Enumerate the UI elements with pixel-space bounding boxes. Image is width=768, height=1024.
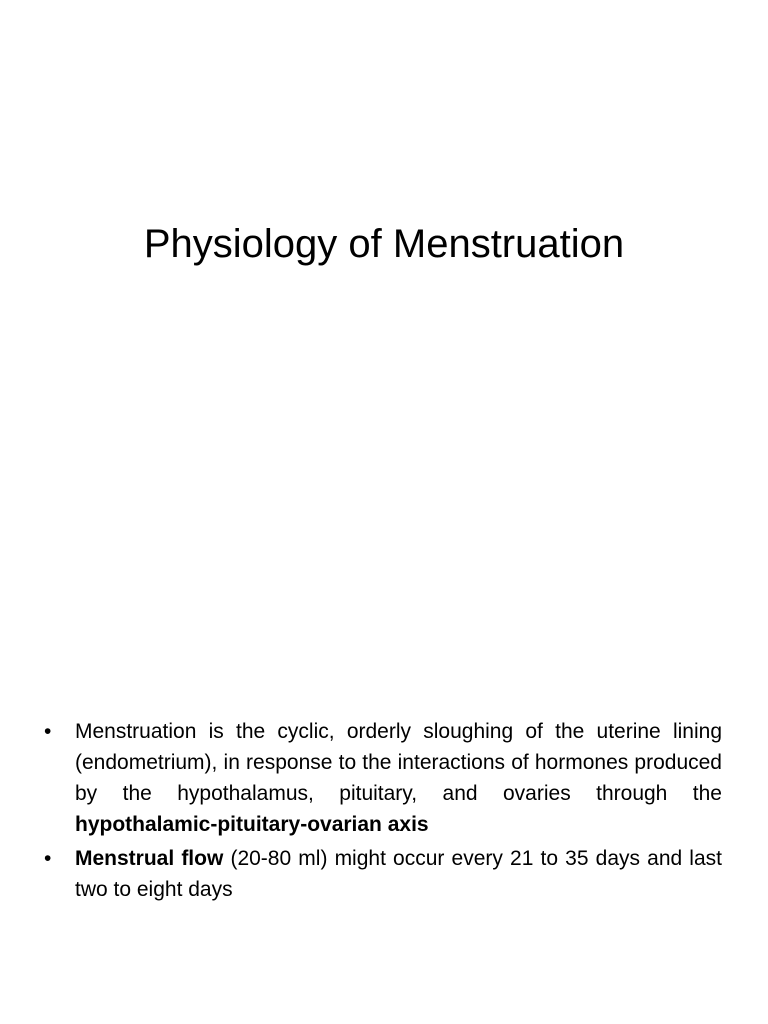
bullet-item-menstruation-definition (40, 716, 722, 840)
bullet-icon: • (44, 847, 52, 870)
bullet-list (40, 716, 722, 908)
slide-title: Physiology of Menstruation (143, 222, 625, 266)
bullet-icon: • (44, 720, 52, 743)
bullet-text: Menstruation is the cyclic, orderly sloughing of the uterine lining (endometrium), in response to the interactions of hormones produced by the hypothalamus, pituitary, and ovaries through the (75, 720, 722, 805)
bullet-bold-text: hypothalamic-pituitary-ovarian axis (75, 813, 429, 836)
bullet-text-after: (20-80 ml) might occur every 21 to 35 days and last two to eight days (75, 847, 722, 901)
bullet-item-menstrual-flow (40, 843, 722, 905)
bullet-bold-text: Menstrual flow (75, 847, 224, 870)
